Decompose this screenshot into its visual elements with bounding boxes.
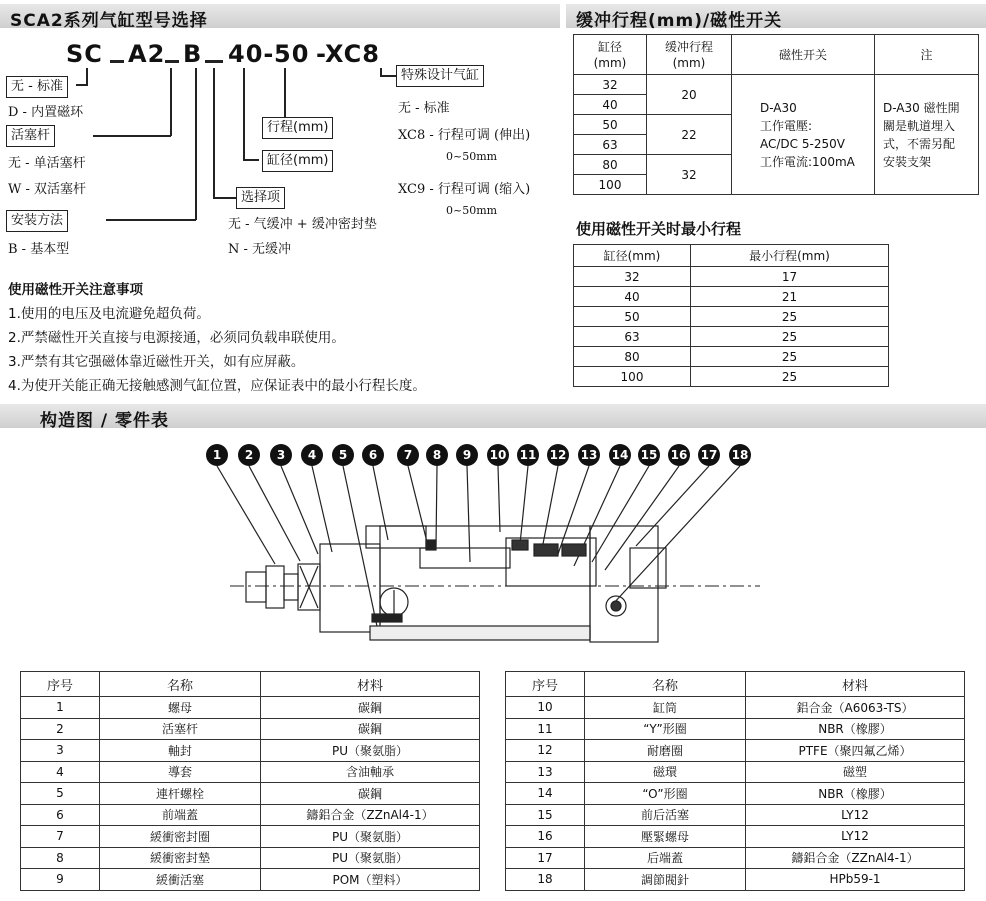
note-item-4: 4.为使开关能正确无接触感测气缸位置，应保证表中的最小行程长度。 [8,378,426,394]
table-cell: 碳鋼 [261,718,480,740]
col-header-cushion: 缓冲行程 (mm) [647,35,732,75]
table-cell: LY12 [746,826,965,848]
table-cell: 耐磨圈 [585,740,746,762]
table-cell: 缸筒 [585,697,746,719]
table-cell: 50 [574,115,647,135]
table-cell: 壓緊螺母 [585,826,746,848]
balloon-6: 6 [362,444,384,466]
label-xc9-range: 0~50mm [446,204,498,217]
table-cell: 16 [506,826,585,848]
table-cell: 17 [506,847,585,869]
box-bore: 缸径(mm) [262,150,333,172]
col-header-bore: 缸径 (mm) [574,35,647,75]
table-cell: 前端蓋 [100,804,261,826]
note-line: 關是軌道埋入 [883,118,956,133]
model-part-sc: SC [66,40,103,68]
header-band-structure [0,404,986,431]
connector-line [106,219,196,221]
table-cell: 磁環 [585,761,746,783]
col-header-no: 序号 [506,672,585,697]
balloon-14: 14 [609,444,631,466]
table-cell: 前后活塞 [585,804,746,826]
table-cell: 63 [574,135,647,155]
table-cell: 50 [574,307,691,327]
table-cell: 32 [574,267,691,287]
notes-title: 使用磁性开关注意事项 [8,282,143,298]
note-item-2: 2.严禁磁性开关直接与电源接通，必须同负载串联使用。 [8,330,345,346]
model-part-a2: A2 [128,40,166,68]
table-cell: 6 [21,804,100,826]
label-mount-basic: B - 基本型 [8,242,70,257]
table-cell: 1 [21,697,100,719]
table-cell: NBR（橡膠） [746,718,965,740]
table-cell: 3 [21,740,100,762]
table-cell: 8 [21,847,100,869]
label-xc9: XC9 - 行程可调 (缩入) [398,182,531,197]
table-cell: 鑄鋁合金（ZZnAl4-1） [261,804,480,826]
balloon-8: 8 [426,444,448,466]
balloon-1: 1 [206,444,228,466]
label-single-rod: 无 - 单活塞杆 [8,156,86,171]
table-cell: 碳鋼 [261,697,480,719]
table-cell: PU（聚氨脂） [261,740,480,762]
switch-line: AC/DC 5-250V [760,136,845,151]
table-cell: “O”形圈 [585,783,746,805]
table-cell: 緩衝密封圈 [100,826,261,848]
box-stroke: 行程(mm) [262,117,333,139]
switch-cell [732,75,875,195]
table-cell: “Y”形圈 [585,718,746,740]
box-option: 选择项 [236,187,285,209]
balloon-3: 3 [270,444,292,466]
col-header-no: 序号 [21,672,100,697]
section-title-model: SCA2系列气缸型号选择 [10,11,208,31]
table-cell: PTFE（聚四氟乙烯） [746,740,965,762]
header-band-left [0,4,560,31]
table-cell: 40 [574,95,647,115]
table-cell: 15 [506,804,585,826]
balloon-4: 4 [301,444,323,466]
col-header-material: 材料 [746,672,965,697]
model-part-bore: 40- [228,40,275,68]
table-cell: 11 [506,718,585,740]
table-cell: 磁塑 [746,761,965,783]
note-item-1: 1.使用的电压及电流避免超负荷。 [8,306,210,322]
min-stroke-title: 使用磁性开关时最小行程 [576,220,742,238]
table-cell: 63 [574,327,691,347]
balloon-16: 16 [668,444,690,466]
table-cell: LY12 [746,804,965,826]
connector-line [380,75,396,77]
parts-table-left [20,671,480,891]
table-cell: PU（聚氨脂） [261,826,480,848]
connector-line [243,68,245,160]
table-cell: 后端蓋 [585,847,746,869]
connector-line [243,159,259,161]
label-xc8-range: 0~50mm [446,150,498,163]
model-part-stroke: 50 [274,40,310,68]
label-double-rod: W - 双活塞杆 [8,182,87,197]
switch-line: 工作電壓: [760,118,813,133]
table-cell: NBR（橡膠） [746,783,965,805]
table-cell: 碳鋼 [261,783,480,805]
connector-line [213,197,236,199]
col-header-min: 最小行程(mm) [691,245,889,267]
connector-line [195,68,197,220]
table-cell: 活塞杆 [100,718,261,740]
col-header-switch: 磁性开关 [732,35,875,75]
table-cell: 21 [691,287,889,307]
table-cell: PU（聚氨脂） [261,847,480,869]
connector-line [170,68,172,136]
table-cell: 軸封 [100,740,261,762]
connector-line [93,135,171,137]
table-cell: 導套 [100,761,261,783]
table-cell: 18 [506,869,585,891]
table-cell: 13 [506,761,585,783]
table-cell: 9 [21,869,100,891]
table-cell: 調節閥針 [585,869,746,891]
balloon-10: 10 [487,444,509,466]
cushion-table [573,34,979,195]
table-cell: 14 [506,783,585,805]
label-option-none: 无 - 气缓冲 + 缓冲密封垫 [228,217,377,232]
connector-line [76,84,88,86]
table-cell: 25 [691,307,889,327]
balloon-17: 17 [698,444,720,466]
label-xc8: XC8 - 行程可调 (伸出) [398,128,531,143]
table-cell: 螺母 [100,697,261,719]
cylinder-section-drawing [0,466,986,656]
col-header-bore: 缸径(mm) [574,245,691,267]
note-line: D-A30 磁性開 [883,100,960,115]
table-cell: 緩衝活塞 [100,869,261,891]
switch-line: D-A30 [760,100,797,115]
balloon-18: 18 [729,444,751,466]
label-special-std: 无 - 标准 [398,101,450,116]
table-cell: 鑄鋁合金（ZZnAl4-1） [746,847,965,869]
table-cell: 5 [21,783,100,805]
note-cell [875,75,979,195]
table-cell: 12 [506,740,585,762]
balloon-5: 5 [332,444,354,466]
table-cell: 4 [21,761,100,783]
parts-table-right [505,671,965,891]
box-rod: 活塞杆 [6,125,55,147]
dash [110,60,124,63]
note-line: 式，不需另配 [883,136,956,151]
box-standard: 无 - 标准 [6,76,68,98]
label-option-n: N - 无缓冲 [228,242,292,257]
table-cell: 40 [574,287,691,307]
connector-line [86,68,88,85]
table-cell: 25 [691,327,889,347]
table-cell: 2 [21,718,100,740]
col-header-name: 名称 [100,672,261,697]
col-header-material: 材料 [261,672,480,697]
table-cell: 10 [506,697,585,719]
table-cell: 25 [691,347,889,367]
header-band-right [566,4,986,31]
note-line: 安裝支架 [883,154,932,169]
balloon-2: 2 [238,444,260,466]
table-cell: 鋁合金（A6063-TS） [746,697,965,719]
table-cell: 32 [574,75,647,95]
table-cell: 100 [574,175,647,195]
table-cell: 連杆螺栓 [100,783,261,805]
table-cell: 含油軸承 [261,761,480,783]
table-cell: 25 [691,367,889,387]
section-title-cushion: 缓冲行程(mm)/磁性开关 [576,11,783,31]
table-cell: 80 [574,155,647,175]
box-mount: 安装方法 [6,210,68,232]
table-cell: POM（塑料） [261,869,480,891]
section-title-structure: 构造图 / 零件表 [40,411,170,431]
switch-line: 工作電流:100mA [760,154,855,169]
balloon-15: 15 [638,444,660,466]
balloon-9: 9 [456,444,478,466]
dash [165,60,179,63]
col-header-note: 注 [875,35,979,75]
table-cell: 80 [574,347,691,367]
table-cell: 32 [647,155,732,195]
box-special: 特殊设计气缸 [396,65,484,87]
table-cell: 17 [691,267,889,287]
col-header-name: 名称 [585,672,746,697]
balloon-12: 12 [547,444,569,466]
label-internal-magnet: D - 内置磁环 [8,105,84,120]
table-cell: 緩衝密封墊 [100,847,261,869]
table-cell: 100 [574,367,691,387]
min-stroke-table [573,244,889,387]
balloon-7: 7 [397,444,419,466]
dash [205,60,223,63]
table-cell: HPb59-1 [746,869,965,891]
table-cell: 20 [647,75,732,115]
table-cell: 7 [21,826,100,848]
balloon-11: 11 [517,444,539,466]
connector-line [213,68,215,198]
table-cell: 22 [647,115,732,155]
note-item-3: 3.严禁有其它强磁体靠近磁性开关，如有应屏蔽。 [8,354,305,370]
balloon-13: 13 [578,444,600,466]
model-part-b: B [183,40,203,68]
model-part-special: -XC8 [316,40,380,68]
